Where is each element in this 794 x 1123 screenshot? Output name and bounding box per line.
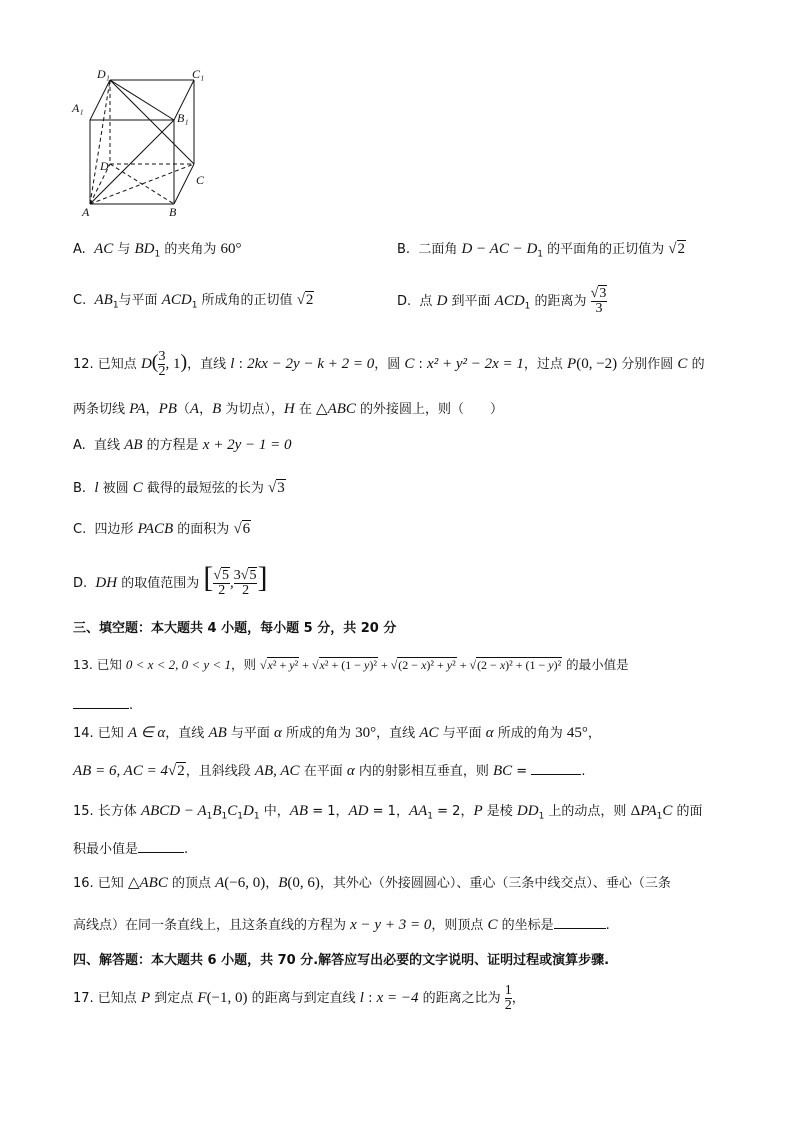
cube-label-b1: B₁ xyxy=(177,111,189,125)
q14-line1: 14. 已知 A ∈ α，直线 AB 与平面 α 所成的角为 30°，直线 AC 与平面 α 所成的角为 45°， xyxy=(73,725,601,741)
cube-label-b: B xyxy=(169,205,177,218)
q11-b-letter: B. xyxy=(397,242,411,257)
q11-option-c: C. $AB_1$与平面 $ACD_1$ 所成角的正切值 √2 xyxy=(73,292,314,311)
q15-line2: 积最小值是 . xyxy=(73,838,188,859)
q13-answer-blank[interactable] xyxy=(73,694,129,709)
q11-a-letter: A. xyxy=(73,242,86,257)
q11-option-b: B. 二面角 D − AC − $D_1$ 的平面角的正切值为 √2 xyxy=(397,241,686,260)
q12-stem-line1: 12. 已知点 D( $\frac{3}{2}$ , 1)，直线 l : 2kx − 2y − k + 2 = 0，圆 C : x² + y² − 2x = 1，过点 P(0, −2) 分别作圆 C 的 xyxy=(73,349,705,379)
q12-option-a: A. 直线 AB 的方程是 x + 2y − 1 = 0 xyxy=(73,437,292,453)
q12-option-c: C. 四边形 PACB 的面积为 √6 xyxy=(73,521,251,537)
q12-option-b: B. l 被圆 C 截得的最短弦的长为 √3 xyxy=(73,480,285,496)
q11-option-a: A. AC 与 $BD_1$ 的夹角为 60° xyxy=(73,241,242,260)
cube-label-c1: C₁ xyxy=(192,67,205,81)
q11-d-fraction: $\frac{√3}{3}$ xyxy=(590,286,607,316)
q13-line2: . xyxy=(73,694,133,715)
q16-line2: 高线点）在同一条直线上，且这条直线的方程为 x − y + 3 = 0，则顶点 C 的坐标是 . xyxy=(73,914,610,935)
q17-line1: 17. 已知点 P 到定点 F(−1, 0) 的距离与到定直线 l : x = −4 的距离之比为 $\frac{1}{2}$ ， xyxy=(73,983,525,1013)
q14-answer-blank[interactable] xyxy=(531,760,581,775)
cube-label-d1: D₁ xyxy=(97,67,110,81)
q11-c-letter: C. xyxy=(73,293,87,308)
q12-option-d: D. DH 的取值范围为 [ $\frac{√5}{2}$ , $\frac{3√5}{2}$ ] xyxy=(73,561,268,598)
cube-label-d: D xyxy=(100,159,109,173)
cube-figure xyxy=(70,66,220,218)
cube-label-c: C xyxy=(196,173,205,187)
section3-heading: 三、填空题：本大题共 4 小题，每小题 5 分，共 20 分 xyxy=(73,621,397,636)
q16-line1: 16. 已知 △ABC 的顶点 A(−6, 0)，B(0, 6)，其外心（外接圆圆心）、重心（三条中线交点）、垂心（三条 xyxy=(73,875,671,891)
q14-line2: AB = 6, AC = 4√2，且斜线段 AB, AC 在平面 α 内的射影相互垂直，则 BC = . xyxy=(73,760,585,781)
q12-stem-line2: 两条切线 PA，PB（A，B 为切点），H 在 △ABC 的外接圆上，则（ ） xyxy=(73,401,504,417)
q16-answer-blank[interactable] xyxy=(554,914,606,929)
cube-label-a1: A₁ xyxy=(72,101,84,115)
q13-line1: 13. 已知 0 < x < 2, 0 < y < 1，则 √x² + y² + √x² + (1 − y)² + √(2 − x)² + y² + √(2 − x)² + (1 − y)² 的最小值是 xyxy=(73,657,629,672)
q15-line1: 15. 长方体 ABCD − $A_1B_1C_1D_1$ 中，AB = 1，AD = 1，$AA_1 = 2$，P 是棱 $DD_1$ 上的动点，则 $\Delta PA_1C$ 的面 xyxy=(73,803,703,822)
q11-option-d: D. 点 D 到平面 $ACD_1$ 的距离为 $\frac{√3}{3}$ xyxy=(397,286,607,316)
q11-d-letter: D. xyxy=(397,294,412,309)
cube-label-a: A xyxy=(82,205,90,218)
q15-answer-blank[interactable] xyxy=(138,838,184,853)
section4-heading: 四、解答题：本大题共 6 小题，共 70 分.解答应写出必要的文字说明、证明过程或演算步骤. xyxy=(73,953,610,968)
